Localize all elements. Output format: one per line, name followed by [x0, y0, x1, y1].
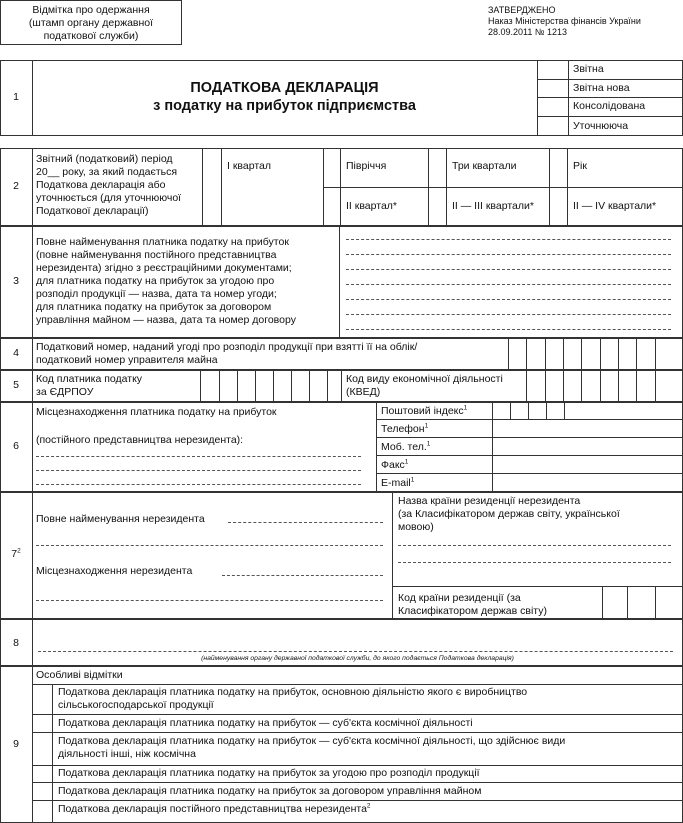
mobile-label: Моб. тел.$^1$ [381, 440, 431, 453]
approval-date: 28.09.2011 № 1213 [488, 27, 568, 37]
row1-number: 1 [13, 91, 19, 103]
period-label: Звітний (податковий) період 20__ року, за який подається Податкова декларація або уточнюється (для уточнюючої Податкової декларації) [36, 153, 182, 217]
fullname-line-1[interactable] [346, 239, 671, 240]
kved-label: Код виду економічної діяльності (КВЕД) [346, 373, 503, 398]
mark-label-1: Податкова декларація платника податку на прибуток, основною діяльністю якого є виробництво сільськогосподарської продукції [58, 686, 528, 711]
period-checkbox-q1[interactable] [202, 148, 221, 226]
period-year: Рік [573, 160, 587, 172]
row9-number: 9 [13, 738, 19, 750]
kved-cells[interactable] [526, 370, 683, 402]
type-checkbox-consolidated[interactable] [537, 97, 568, 116]
tax-office-caption: (найменування органу державної податкової служби, до якого подається Податкова декларація) [201, 655, 514, 662]
approval-title: ЗАТВЕРДЖЕНО [488, 5, 556, 15]
period-checkbox-h1[interactable] [323, 148, 340, 187]
type-label-new: Звітна нова [573, 82, 630, 94]
mark-checkbox-2[interactable] [32, 714, 52, 732]
type-checkbox-new[interactable] [537, 79, 568, 97]
period-q2: ІІ квартал* [346, 200, 397, 212]
approval-order: Наказ Міністерства фінансів України [488, 16, 641, 26]
edrpou-label: Код платника податку за ЄДРПОУ [36, 373, 143, 398]
location-line-3[interactable] [36, 484, 361, 485]
fullname-line-6[interactable] [346, 314, 671, 315]
postal-input[interactable] [492, 402, 582, 419]
mark-checkbox-3[interactable] [32, 732, 52, 765]
nonresident-location-line-1[interactable] [222, 575, 383, 576]
mark-label-4: Податкова декларація платника податку на прибуток за угодою про розподіл продукції [58, 767, 480, 779]
tax-number-label: Податковий номер, наданий угоді про розподіл продукції при взятті її на облік/ податковий номер управителя майна [36, 341, 418, 366]
row3-number: 3 [13, 275, 19, 287]
fullname-line-7[interactable] [346, 329, 671, 330]
row8-number: 8 [13, 637, 19, 649]
mark-label-3: Податкова декларація платника податку на прибуток — суб'єкта космічної діяльності, що здійснює види діяльності інші, ніж космічна [58, 735, 566, 760]
tax-office-line[interactable] [38, 651, 673, 652]
stamp-text: Відмітка про одержання (штамп органу державної податкової служби) [28, 4, 154, 42]
special-marks-title: Особливі відмітки [36, 669, 123, 681]
row6-number: 6 [13, 440, 19, 452]
period-checkbox-q23[interactable] [428, 187, 446, 226]
nonresident-name-label: Повне найменування нерезидента [36, 513, 205, 525]
period-q24: ІІ — ІV квартали* [573, 200, 657, 212]
mark-label-2: Податкова декларація платника податку на прибуток — суб'єкта космічної діяльності [58, 717, 473, 729]
phone-input[interactable] [492, 419, 683, 437]
type-label-report: Звітна [573, 63, 604, 75]
type-checkbox-clarifying[interactable] [537, 116, 568, 136]
mark-checkbox-1[interactable] [32, 684, 52, 714]
period-q23: ІІ — ІІІ квартали* [452, 200, 534, 212]
nonresident-name-line-1[interactable] [228, 522, 383, 523]
country-code-cells[interactable] [602, 586, 683, 619]
type-label-consolidated: Консолідована [573, 100, 646, 112]
row5-number: 5 [13, 379, 19, 391]
period-h1: Півріччя [346, 160, 387, 172]
row2-number: 2 [13, 180, 19, 192]
mark-label-6: Податкова декларація постійного представництва нерезидента$^2$ [58, 802, 371, 815]
fullname-label: Повне найменування платника податку на прибуток (повне найменування постійного представництва нерезидента) згідно з реєстраційними документами; для платника податку на прибуток за угодою про розподіл продукції — назва, дата та номер угоди; для платника податку на прибуток за договором управління майном — назва, дата та номер договору [36, 236, 296, 326]
nonresident-name-line-2[interactable] [36, 545, 383, 546]
form-title: ПОДАТКОВА ДЕКЛАРАЦІЯ [190, 80, 379, 96]
mark-checkbox-6[interactable] [32, 800, 52, 823]
type-checkbox-report[interactable] [537, 60, 568, 79]
period-checkbox-q24[interactable] [549, 187, 567, 226]
tax-number-cells[interactable] [508, 338, 683, 370]
country-name-label: Назва країни резиденції нерезидента (за Класифікатором держав світу, української мовою) [398, 495, 620, 533]
mark-checkbox-4[interactable] [32, 765, 52, 782]
location-line-1[interactable] [36, 456, 361, 457]
fax-input[interactable] [492, 455, 683, 473]
period-checkbox-q3[interactable] [428, 148, 446, 187]
row7-number: $7^2$ [11, 547, 21, 560]
country-name-line-2[interactable] [398, 562, 671, 563]
mark-label-5: Податкова декларація платника податку на прибуток за договором управління майном [58, 785, 482, 797]
country-name-line-1[interactable] [398, 545, 671, 546]
fullname-line-3[interactable] [346, 269, 671, 270]
phone-label: Телефон$^1$ [381, 422, 429, 435]
email-label: E-mail$^1$ [381, 476, 415, 489]
location-sub-label: (постійного представництва нерезидента): [36, 434, 244, 446]
edrpou-cells[interactable] [200, 370, 341, 402]
form-subtitle: з податку на прибуток підприємства [153, 98, 416, 114]
country-code-label: Код країни резиденції (за Класифікатором держав світу) [398, 592, 547, 617]
fullname-line-2[interactable] [346, 254, 671, 255]
location-line-2[interactable] [36, 470, 361, 471]
period-checkbox-q2[interactable] [323, 187, 340, 226]
mark-checkbox-5[interactable] [32, 782, 52, 800]
location-label: Місцезнаходження платника податку на прибуток [36, 406, 277, 418]
fullname-line-5[interactable] [346, 299, 671, 300]
period-checkbox-year[interactable] [549, 148, 567, 187]
type-label-clarifying: Уточнююча [573, 120, 629, 132]
email-input[interactable] [492, 473, 683, 492]
postal-label: Поштовий індекс$^1$ [381, 404, 468, 417]
nonresident-location-label: Місцезнаходження нерезидента [36, 565, 193, 577]
period-q3: Три квартали [452, 160, 517, 172]
mobile-input[interactable] [492, 437, 683, 455]
nonresident-location-line-2[interactable] [36, 600, 383, 601]
row4-number: 4 [13, 347, 19, 359]
fax-label: Факс$^1$ [381, 458, 409, 471]
period-q1: І квартал [227, 160, 271, 172]
fullname-line-4[interactable] [346, 284, 671, 285]
